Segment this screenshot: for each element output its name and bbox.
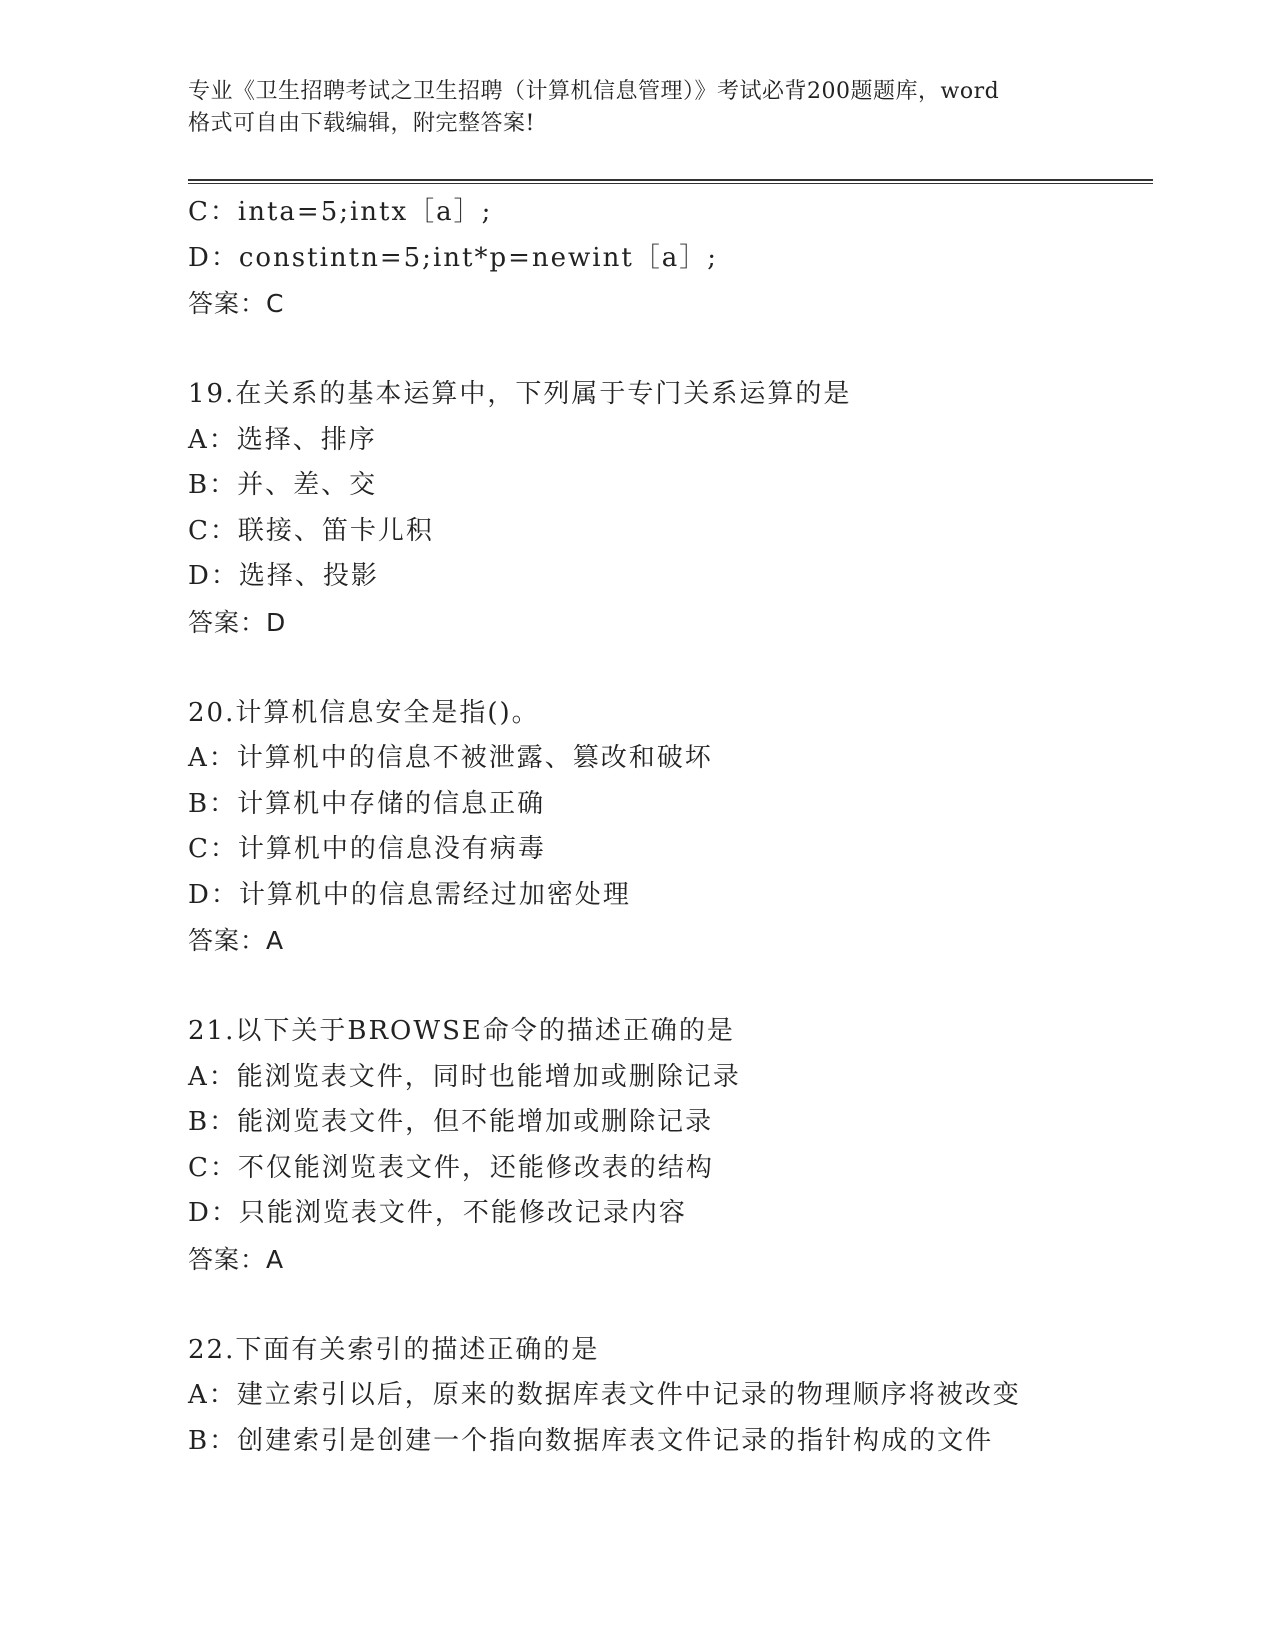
option-c: C：联接、笛卡儿积 xyxy=(188,515,434,546)
answer-line: 答案：C xyxy=(188,289,285,318)
spacer xyxy=(188,327,1153,373)
option-a: A：能浏览表文件，同时也能增加或删除记录 xyxy=(188,1061,741,1092)
option-b: B：并、差、交 xyxy=(188,470,378,500)
option-d: D：选择、投影 xyxy=(188,561,379,591)
question-list xyxy=(188,190,1153,1464)
question-stem: 20.计算机信息安全是指()。 xyxy=(188,697,540,728)
spacer xyxy=(188,964,1153,1010)
question-stem: 21.以下关于BROWSE命令的描述正确的是 xyxy=(188,1016,735,1046)
spacer xyxy=(188,645,1153,691)
option-d: D：计算机中的信息需经过加密处理 xyxy=(188,879,631,910)
option-d: D：只能浏览表文件，不能修改记录内容 xyxy=(188,1198,687,1228)
option-b: B：创建索引是创建一个指向数据库表文件记录的指针构成的文件 xyxy=(188,1425,994,1456)
option-c: C：不仅能浏览表文件，还能修改表的结构 xyxy=(188,1152,714,1183)
answer-line: 答案：D xyxy=(188,607,287,637)
option-c: C：计算机中的信息没有病毒 xyxy=(188,834,546,864)
header-divider xyxy=(188,179,1153,181)
answer-line: 答案：A xyxy=(188,1244,285,1274)
question-stem: 22.下面有关索引的描述正确的是 xyxy=(188,1334,600,1365)
option-b: B：能浏览表文件，但不能增加或删除记录 xyxy=(188,1107,714,1137)
question-stem: 19.在关系的基本运算中，下列属于专门关系运算的是 xyxy=(188,379,852,409)
option-b: B：计算机中存储的信息正确 xyxy=(188,788,546,819)
spacer xyxy=(188,1282,1153,1328)
option-a: A：计算机中的信息不被泄露、篡改和破坏 xyxy=(188,743,713,773)
header-line-2: 格式可自由下载编辑，附完整答案! xyxy=(188,111,535,136)
document-header xyxy=(188,76,1108,140)
option-a: A：建立索引以后，原来的数据库表文件中记录的物理顺序将被改变 xyxy=(188,1380,1021,1410)
option-d: D：constintn=5;int*p=newint［a］; xyxy=(188,242,719,273)
header-divider-thin xyxy=(188,183,1153,184)
header-line-1: 专业《卫生招聘考试之卫生招聘（计算机信息管理）》考试必背200题题库，word xyxy=(188,79,1000,104)
option-a: A：选择、排序 xyxy=(188,424,377,455)
option-c: C：inta=5;intx［a］; xyxy=(188,197,493,227)
answer-line: 答案：A xyxy=(188,926,285,955)
